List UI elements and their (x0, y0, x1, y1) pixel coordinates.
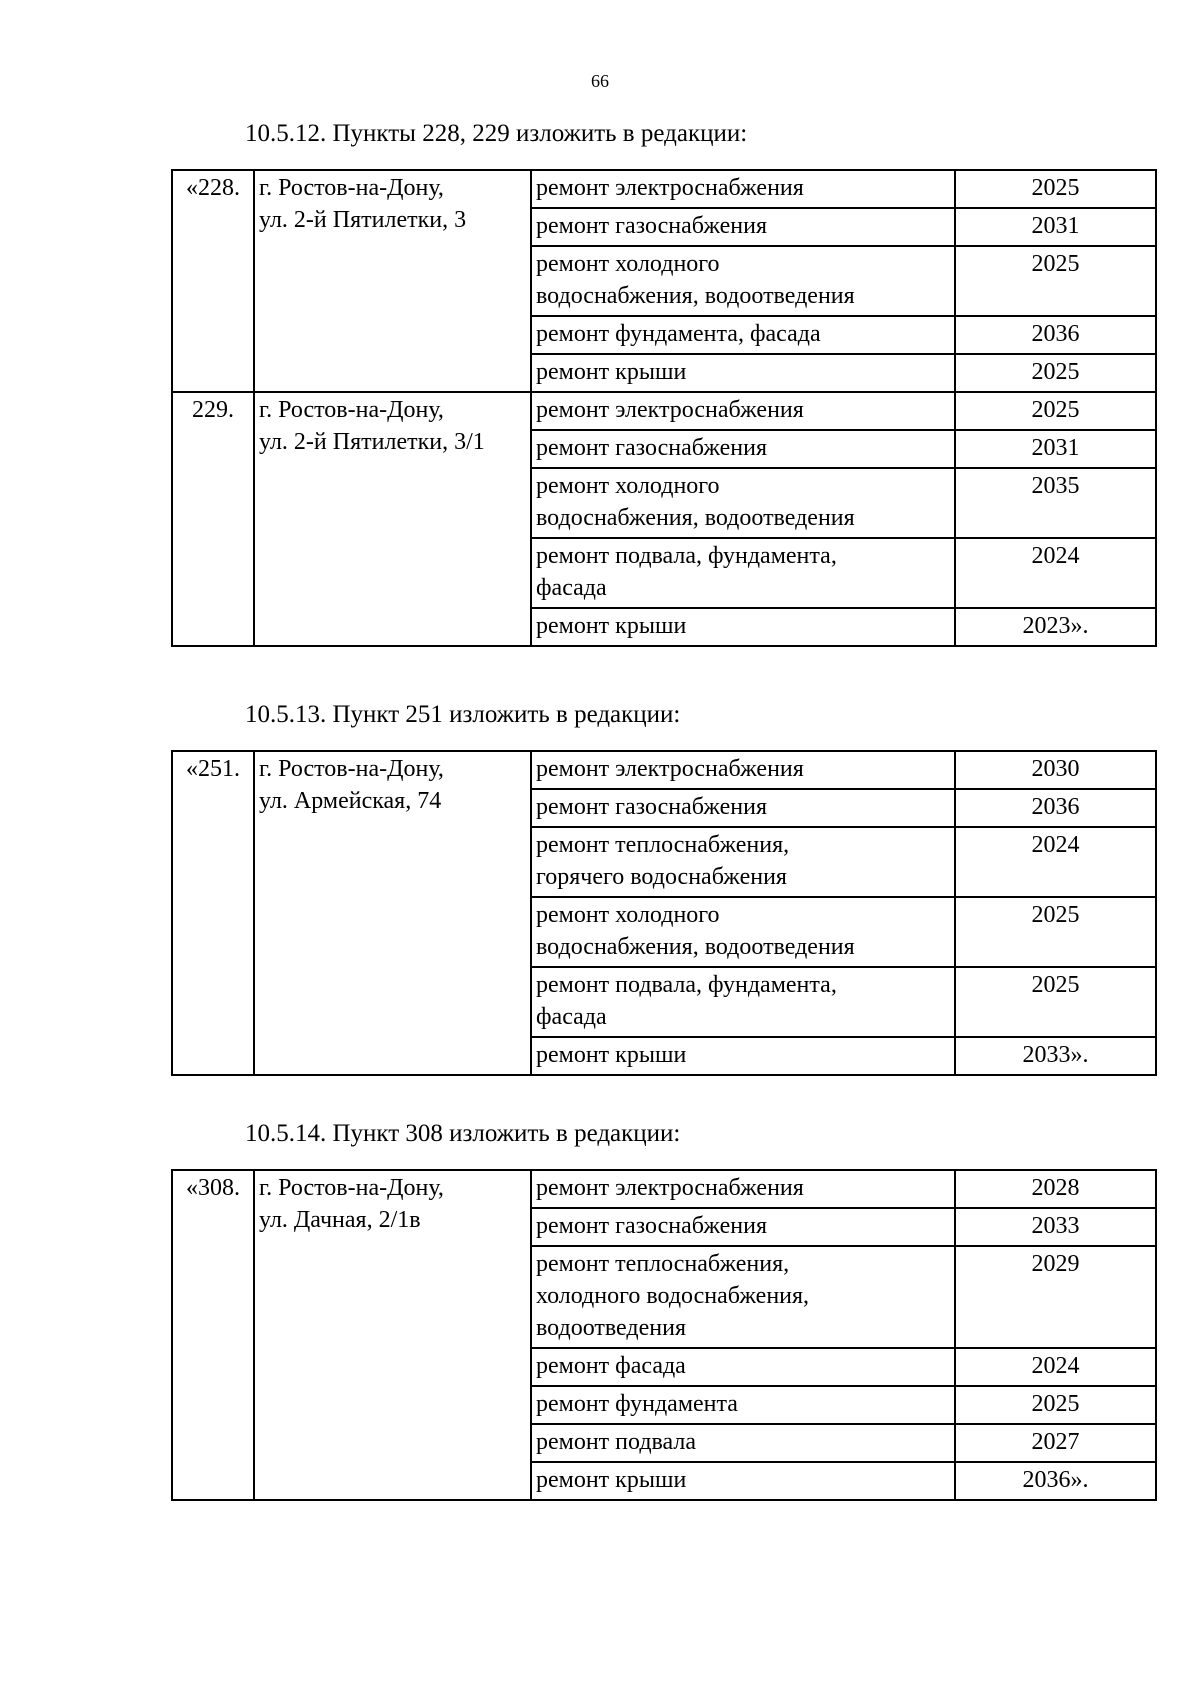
year-value: 2025 (1031, 359, 1080, 385)
work-type-cell (531, 208, 955, 246)
work-type-cell (531, 1246, 955, 1348)
work-type-cell (531, 468, 955, 538)
year-value: 2028 (1031, 1175, 1080, 1201)
work-type-line: ремонт газоснабжения (536, 435, 768, 461)
item-number-cell (172, 1170, 254, 1500)
work-type-cell (531, 897, 955, 967)
year-value: 2031 (1031, 435, 1080, 461)
work-type-cell (531, 354, 955, 392)
year-cell (955, 967, 1156, 1037)
work-type-line: водоснабжения, водоотведения (536, 934, 855, 960)
work-type-line: ремонт электроснабжения (536, 397, 804, 423)
table-row (172, 170, 1156, 208)
year-cell (955, 1348, 1156, 1386)
work-type-line: ремонт крыши (536, 359, 687, 385)
work-type-line: ремонт газоснабжения (536, 213, 768, 239)
work-type-cell (531, 316, 955, 354)
item-number-cell (172, 170, 254, 392)
work-type-line: горячего водоснабжения (536, 864, 787, 890)
year-value: 2036 (1031, 794, 1080, 820)
year-cell (955, 468, 1156, 538)
year-cell (955, 208, 1156, 246)
work-type-line: ремонт подвала (536, 1429, 697, 1455)
address-line: ул. 2-й Пятилетки, 3/1 (259, 429, 485, 455)
year-cell (955, 751, 1156, 789)
work-type-line: фасада (536, 1004, 607, 1030)
work-type-cell (531, 827, 955, 897)
section-heading-10-5-13: 10.5.13. Пункт 251 изложить в редакции: (245, 701, 681, 728)
year-value: 2030 (1031, 756, 1080, 782)
work-type-line: ремонт холодного (536, 473, 720, 499)
address-line: г. Ростов-на-Дону, (259, 1175, 444, 1201)
year-value: 2025 (1031, 972, 1080, 998)
work-type-cell (531, 608, 955, 646)
work-type-cell (531, 789, 955, 827)
year-cell (955, 246, 1156, 316)
work-type-line: ремонт холодного (536, 251, 720, 277)
table-item-251 (171, 750, 1157, 1076)
year-cell (955, 1037, 1156, 1075)
item-number: «308. (186, 1175, 240, 1201)
work-type-cell (531, 246, 955, 316)
page-number: 66 (591, 71, 609, 91)
table-item-308 (171, 1169, 1157, 1501)
work-type-line: ремонт подвала, фундамента, (536, 543, 837, 569)
year-value: 2023». (1022, 613, 1089, 639)
item-number-cell (172, 751, 254, 1075)
work-type-cell (531, 1462, 955, 1500)
year-value: 2036». (1022, 1467, 1089, 1493)
work-type-cell (531, 1424, 955, 1462)
item-number: «228. (186, 175, 240, 201)
year-cell (955, 1386, 1156, 1424)
work-type-line: ремонт крыши (536, 1042, 687, 1068)
address-line: ул. Армейская, 74 (259, 788, 442, 814)
address-line: ул. Дачная, 2/1в (259, 1207, 421, 1233)
year-value: 2024 (1031, 1353, 1080, 1379)
year-cell (955, 430, 1156, 468)
work-type-line: ремонт электроснабжения (536, 1175, 804, 1201)
section-heading-10-5-14: 10.5.14. Пункт 308 изложить в редакции: (245, 1120, 681, 1147)
address-line: ул. 2-й Пятилетки, 3 (259, 207, 467, 233)
work-type-line: водоотведения (536, 1315, 686, 1341)
address-line: г. Ростов-на-Дону, (259, 397, 444, 423)
work-type-line: ремонт крыши (536, 1467, 687, 1493)
year-cell (955, 608, 1156, 646)
year-value: 2033». (1022, 1042, 1089, 1068)
item-number: 229. (192, 397, 234, 423)
work-type-cell (531, 170, 955, 208)
item-number: «251. (186, 756, 240, 782)
work-type-line: ремонт электроснабжения (536, 756, 804, 782)
item-number-cell (172, 392, 254, 646)
table-row (172, 392, 1156, 430)
year-cell (955, 170, 1156, 208)
work-type-cell (531, 967, 955, 1037)
work-type-line: водоснабжения, водоотведения (536, 505, 855, 531)
work-type-line: ремонт фундамента, фасада (536, 321, 821, 347)
work-type-line: водоснабжения, водоотведения (536, 283, 855, 309)
work-type-line: ремонт теплоснабжения, (536, 1251, 790, 1277)
work-type-cell (531, 751, 955, 789)
address-cell (254, 392, 531, 646)
address-cell (254, 751, 531, 1075)
year-cell (955, 897, 1156, 967)
year-value: 2024 (1031, 832, 1080, 858)
year-value: 2033 (1031, 1213, 1080, 1239)
year-cell (955, 1424, 1156, 1462)
work-type-cell (531, 538, 955, 608)
work-type-line: ремонт крыши (536, 613, 687, 639)
year-value: 2025 (1031, 1391, 1080, 1417)
year-value: 2031 (1031, 213, 1080, 239)
year-cell (955, 1246, 1156, 1348)
work-type-cell (531, 1170, 955, 1208)
work-type-line: фасада (536, 575, 607, 601)
year-value: 2029 (1031, 1251, 1080, 1277)
year-cell (955, 1170, 1156, 1208)
work-type-cell (531, 1037, 955, 1075)
year-cell (955, 789, 1156, 827)
section-heading-10-5-12: 10.5.12. Пункты 228, 229 изложить в редакции: (245, 120, 748, 147)
table-row (172, 1170, 1156, 1208)
work-type-line: ремонт газоснабжения (536, 1213, 768, 1239)
year-cell (955, 827, 1156, 897)
work-type-line: ремонт электроснабжения (536, 175, 804, 201)
year-value: 2025 (1031, 397, 1080, 423)
year-value: 2025 (1031, 251, 1080, 277)
work-type-line: ремонт теплоснабжения, (536, 832, 790, 858)
address-line: г. Ростов-на-Дону, (259, 756, 444, 782)
work-type-line: ремонт фасада (536, 1353, 686, 1379)
work-type-cell (531, 1386, 955, 1424)
year-cell (955, 316, 1156, 354)
work-type-line: ремонт подвала, фундамента, (536, 972, 837, 998)
address-cell (254, 170, 531, 392)
work-type-cell (531, 430, 955, 468)
year-value: 2035 (1031, 473, 1080, 499)
year-value: 2025 (1031, 175, 1080, 201)
table-items-228-229 (171, 169, 1157, 647)
year-value: 2025 (1031, 902, 1080, 928)
address-line: г. Ростов-на-Дону, (259, 175, 444, 201)
work-type-line: ремонт холодного (536, 902, 720, 928)
table-row (172, 751, 1156, 789)
year-value: 2027 (1031, 1429, 1080, 1455)
year-cell (955, 354, 1156, 392)
year-cell (955, 1208, 1156, 1246)
work-type-line: холодного водоснабжения, (536, 1283, 810, 1309)
work-type-line: ремонт фундамента (536, 1391, 738, 1417)
year-cell (955, 1462, 1156, 1500)
work-type-cell (531, 392, 955, 430)
year-cell (955, 538, 1156, 608)
work-type-cell (531, 1208, 955, 1246)
work-type-cell (531, 1348, 955, 1386)
address-cell (254, 1170, 531, 1500)
year-value: 2036 (1031, 321, 1080, 347)
year-cell (955, 392, 1156, 430)
work-type-line: ремонт газоснабжения (536, 794, 768, 820)
year-value: 2024 (1031, 543, 1080, 569)
